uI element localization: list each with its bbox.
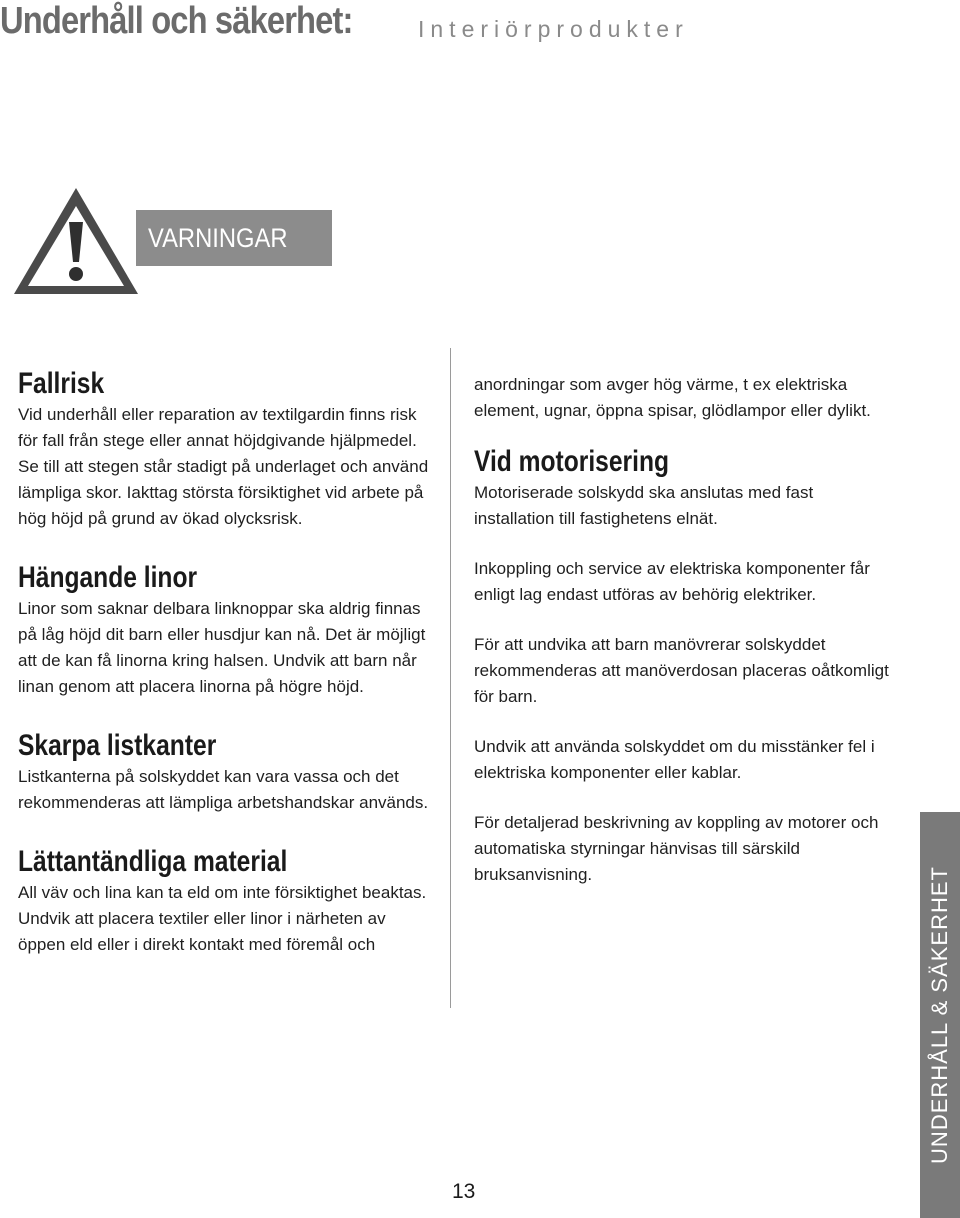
side-tab-label: UNDERHÅLL & SÄKERHET xyxy=(927,866,952,1164)
section-paragraph: För att undvika att barn manövrerar solskyddet rekommenderas att manöverdosan placeras oåtkomligt för barn. xyxy=(474,635,889,706)
section-paragraph: Undvik att använda solskyddet om du misstänker fel i elektriska komponenter eller kablar. xyxy=(474,737,875,782)
section-motorisering xyxy=(474,444,894,888)
section-fallrisk xyxy=(18,366,436,532)
section-paragraph: För detaljerad beskrivning av koppling av motorer och automatiska styrningar hänvisas till särskild bruksanvisning. xyxy=(474,813,879,884)
section-skarpa-listkanter xyxy=(18,728,436,816)
section-body: Vid underhåll eller reparation av textilgardin finns risk för fall från stege eller annat höjdgivande hjälpmedel. Se till att stegen står stadigt på underlaget och använd lämpliga skor. Iakttag största försiktighet vid arbete på hög höjd på grund av ökad olycksrisk. xyxy=(18,405,429,528)
section-hangande-linor xyxy=(18,560,436,700)
continuation-text: anordningar som avger hög värme, t ex elektriska element, ugnar, öppna spisar, glödlampor eller dylikt. xyxy=(474,375,871,420)
warning-triangle-icon xyxy=(12,186,140,296)
section-body: Listkanterna på solskyddet kan vara vassa och det rekommenderas att lämpliga arbetshandskar används. xyxy=(18,767,429,812)
column-divider xyxy=(450,348,451,1008)
left-column xyxy=(18,366,436,958)
section-body: All väv och lina kan ta eld om inte försiktighet beaktas. Undvik att placera textiler eller linor i närheten av öppen eld eller i direkt kontakt med föremål och xyxy=(18,883,427,954)
page-header xyxy=(0,0,689,46)
page-title: Underhåll och säkerhet: xyxy=(0,0,353,42)
page-number: 13 xyxy=(452,1180,476,1203)
section-heading: Hängande linor xyxy=(18,561,198,594)
section-heading: Fallrisk xyxy=(18,367,105,400)
page-subtitle: Interiörprodukter xyxy=(418,16,689,42)
section-paragraph: Inkoppling och service av elektriska komponenter får enligt lag endast utföras av behörig elektriker. xyxy=(474,559,870,604)
warning-banner xyxy=(136,210,332,266)
warning-label: VARNINGAR xyxy=(148,223,288,253)
section-heading: Vid motorisering xyxy=(474,445,670,478)
section-heading: Skarpa listkanter xyxy=(18,729,217,762)
section-paragraph: Motoriserade solskydd ska anslutas med fast installation till fastighetens elnät. xyxy=(474,483,814,528)
right-column xyxy=(474,372,894,888)
section-heading: Lättantändliga material xyxy=(18,845,288,878)
side-tab xyxy=(920,812,960,1218)
section-body: Linor som saknar delbara linknoppar ska aldrig finnas på låg höjd dit barn eller husdjur kan nå. Det är möjligt att de kan få linorna kring halsen. Undvik att barn når linan genom att placera linorna på högre höjd. xyxy=(18,599,426,696)
section-lattantandliga xyxy=(18,844,436,958)
